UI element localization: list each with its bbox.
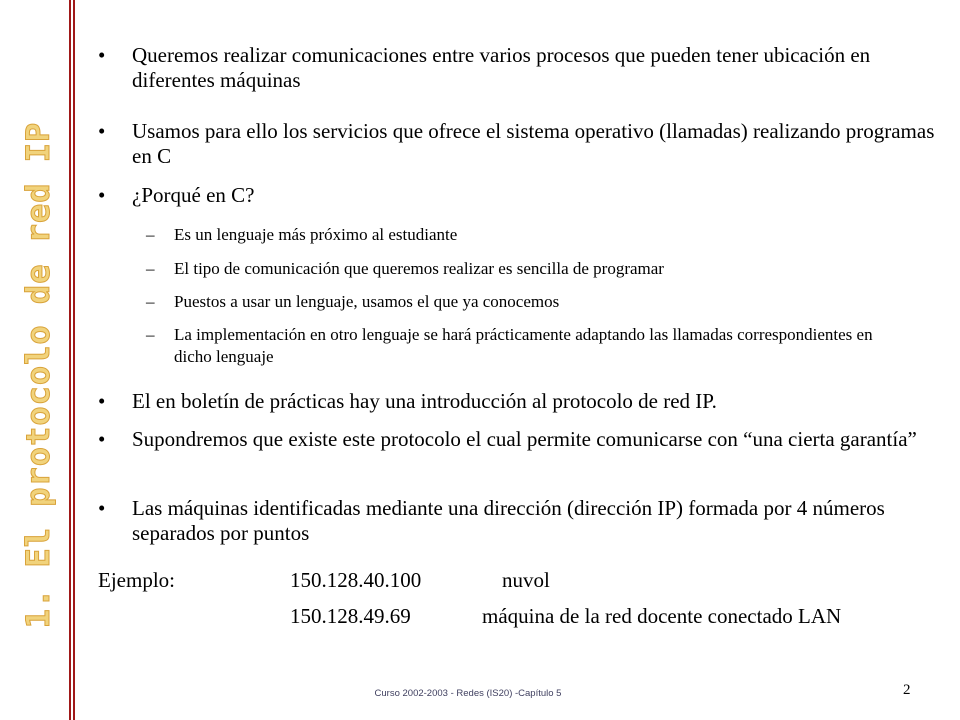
sub-bullet-text: Puestos a usar un lenguaje, usamos el que ya conocemos [174, 292, 560, 311]
bullet-text: ¿Porqué en C? [132, 183, 255, 207]
sub-bullet-marker: – [146, 292, 155, 311]
example-ip-1: 150.128.40.100 [290, 568, 422, 592]
bullet-marker: • [98, 427, 106, 451]
bullet-text: El en boletín de prácticas hay una introducción al protocolo de red IP. [132, 389, 717, 413]
footer-text: Curso 2002-2003 - Redes (IS20) -Capítulo 5 [374, 688, 562, 699]
section-title: 1. El protocolo de red IP [19, 121, 57, 629]
example-label: Ejemplo: [98, 568, 175, 592]
bullet-text: Queremos realizar comunicaciones entre varios procesos que pueden tener ubicación en diferentes máquinas [132, 43, 871, 92]
bullet-marker: • [98, 389, 106, 413]
bullet-text: Usamos para ello los servicios que ofrece el sistema operativo (llamadas) realizando programas en C [132, 119, 935, 168]
example-ip-2: 150.128.49.69 [290, 604, 411, 628]
sub-bullet-text: Es un lenguaje más próximo al estudiante [174, 225, 458, 244]
sub-bullet-marker: – [146, 259, 155, 278]
bullet-marker: • [98, 183, 106, 207]
bullet-marker: • [98, 43, 106, 67]
example-host-2: máquina de la red docente conectado LAN [482, 604, 842, 628]
bullet-text: Supondremos que existe este protocolo el cual permite comunicarse con “una cierta garantía” [132, 427, 917, 451]
page-number: 2 [903, 682, 911, 698]
sub-bullet-text: La implementación en otro lenguaje se hará prácticamente adaptando las llamadas correspondientes en dicho lenguaje [174, 325, 873, 366]
sub-bullet-marker: – [146, 325, 155, 344]
bullet-text: Las máquinas identificadas mediante una dirección (dirección IP) formada por 4 números separados por puntos [132, 496, 885, 545]
sub-bullet-marker: – [146, 225, 155, 244]
example-host-1: nuvol [502, 568, 550, 592]
bullet-marker: • [98, 119, 106, 143]
bullet-marker: • [98, 496, 106, 520]
footer [0, 688, 960, 699]
sub-bullet-text: El tipo de comunicación que queremos realizar es sencilla de programar [174, 259, 664, 278]
